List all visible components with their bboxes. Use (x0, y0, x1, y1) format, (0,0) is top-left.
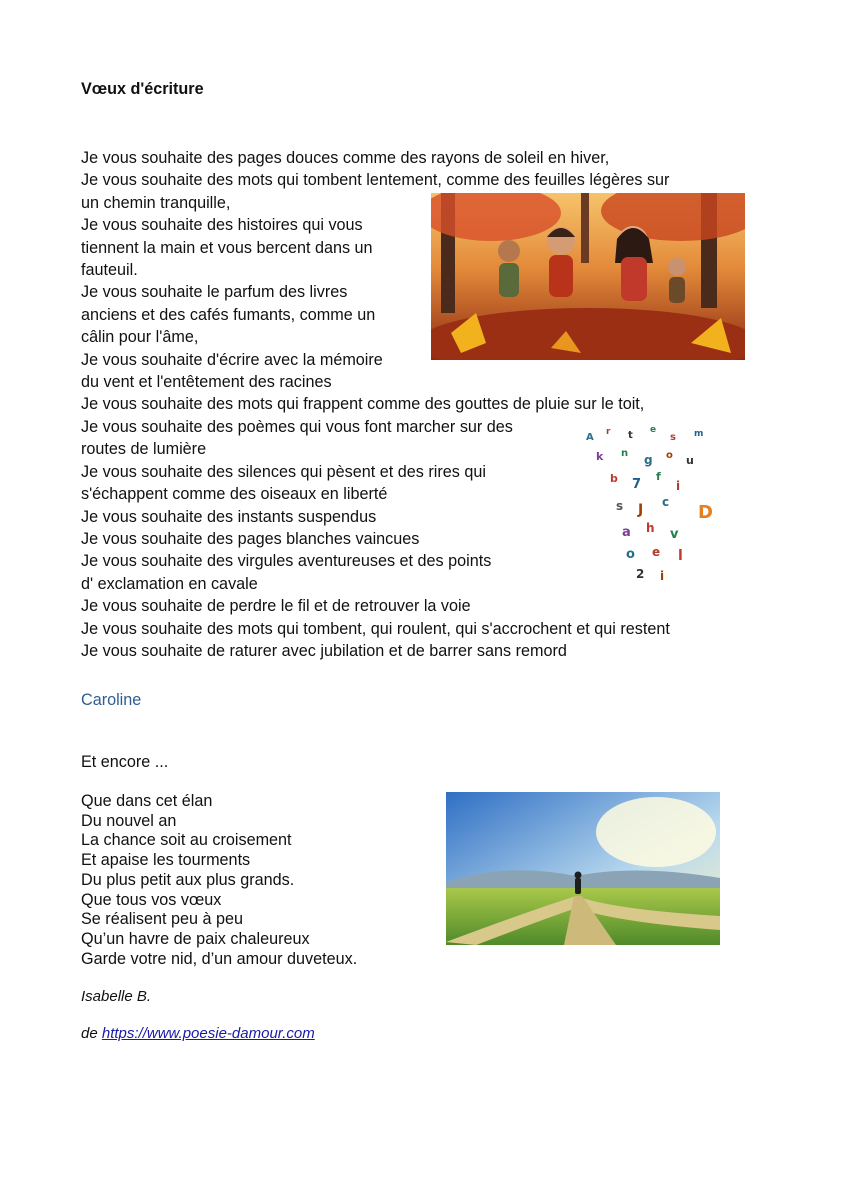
poem-line: Je vous souhaite des instants suspendus (81, 507, 377, 526)
poem-line: Que tous vos vœux (81, 890, 222, 909)
poem-line: routes de lumière (81, 440, 207, 459)
svg-text:h: h (646, 521, 655, 535)
poem-line: Je vous souhaite des pages blanches vaincues (81, 529, 420, 548)
poem-line: Garde votre nid, d’un amour duveteux. (81, 949, 358, 968)
autumn-children-image (431, 193, 745, 360)
svg-text:c: c (662, 495, 670, 509)
svg-text:m: m (694, 429, 704, 439)
poem-line: d' exclamation en cavale (81, 574, 258, 593)
poem-line: La chance soit au croisement (81, 831, 292, 850)
svg-text:t: t (628, 430, 633, 441)
svg-text:u: u (686, 454, 694, 467)
source-prefix: de (81, 1025, 102, 1042)
svg-text:n: n (621, 448, 629, 459)
poem-line: un chemin tranquille, (81, 193, 231, 212)
svg-text:i: i (676, 479, 681, 493)
svg-text:r: r (606, 427, 611, 437)
author-isabelle: Isabelle B. (81, 988, 152, 1005)
author-caroline: Caroline (81, 691, 142, 709)
crossroads-landscape-image (446, 792, 720, 945)
svg-text:i: i (660, 569, 665, 583)
source-line (81, 1025, 315, 1042)
et-encore-heading: Et encore ... (81, 753, 169, 771)
page-title: Vœux d'écriture (81, 80, 204, 98)
svg-text:2: 2 (636, 567, 645, 581)
svg-text:l: l (678, 548, 683, 564)
svg-text:7: 7 (632, 477, 642, 492)
poem-line: tiennent la main et vous bercent dans un (81, 238, 373, 257)
svg-text:f: f (656, 470, 661, 483)
falling-letters-image (566, 420, 724, 586)
poem-line: Du plus petit aux plus grands. (81, 870, 295, 889)
poem-line: Je vous souhaite des mots qui tombent lentement, comme des feuilles légères sur (81, 171, 670, 190)
poem-line: Que dans cet élan (81, 792, 213, 810)
svg-text:s: s (616, 499, 624, 513)
poem-line: fauteuil. (81, 261, 138, 280)
svg-text:A: A (586, 432, 594, 443)
poem-line: Je vous souhaite des poèmes qui vous font marcher sur des (81, 417, 513, 436)
poem-line: Je vous souhaite le parfum des livres (81, 283, 348, 302)
poem-line: Je vous souhaite des mots qui frappent comme des gouttes de pluie sur le toit, (81, 395, 645, 414)
poem-line: Je vous souhaite d'écrire avec la mémoire (81, 350, 383, 369)
poem-line: anciens et des cafés fumants, comme un (81, 305, 376, 324)
poem-line: Je vous souhaite de raturer avec jubilation et de barrer sans remord (81, 641, 567, 660)
svg-text:o: o (626, 547, 635, 562)
svg-text:v: v (670, 527, 679, 542)
svg-text:J: J (638, 502, 644, 518)
svg-text:a: a (622, 525, 631, 540)
poem-line: Je vous souhaite des virgules aventureuses et des points (81, 552, 492, 571)
svg-text:b: b (610, 472, 618, 485)
poem-line: Je vous souhaite des silences qui pèsent et des rires qui (81, 462, 486, 481)
svg-text:e: e (650, 425, 657, 435)
svg-text:s: s (670, 432, 676, 443)
poem-line: Je vous souhaite des pages douces comme des rayons de soleil en hiver, (81, 149, 610, 167)
poem-nouvel-an (81, 792, 357, 969)
poem-line: Je vous souhaite des histoires qui vous (81, 216, 363, 235)
svg-text:g: g (644, 453, 653, 467)
poem-line: Qu’un havre de paix chaleureux (81, 929, 310, 948)
poem-line: Du nouvel an (81, 811, 177, 830)
poem-line: Et apaise les tourments (81, 851, 251, 870)
svg-text:e: e (652, 545, 661, 559)
poem-line: Je vous souhaite des mots qui tombent, qui roulent, qui s'accrochent et qui restent (81, 619, 670, 638)
poem-line: du vent et l'entêtement des racines (81, 373, 332, 392)
svg-text:o: o (666, 450, 673, 461)
poem-line: Se réalisent peu à peu (81, 910, 243, 929)
poem-line: s'échappent comme des oiseaux en liberté (81, 485, 388, 504)
svg-text:D: D (698, 502, 713, 523)
svg-text:k: k (596, 450, 604, 463)
source-link[interactable]: https://www.poesie-damour.com (101, 1025, 315, 1042)
poem-line: câlin pour l'âme, (81, 328, 199, 347)
poem-line: Je vous souhaite de perdre le fil et de retrouver la voie (81, 597, 471, 616)
